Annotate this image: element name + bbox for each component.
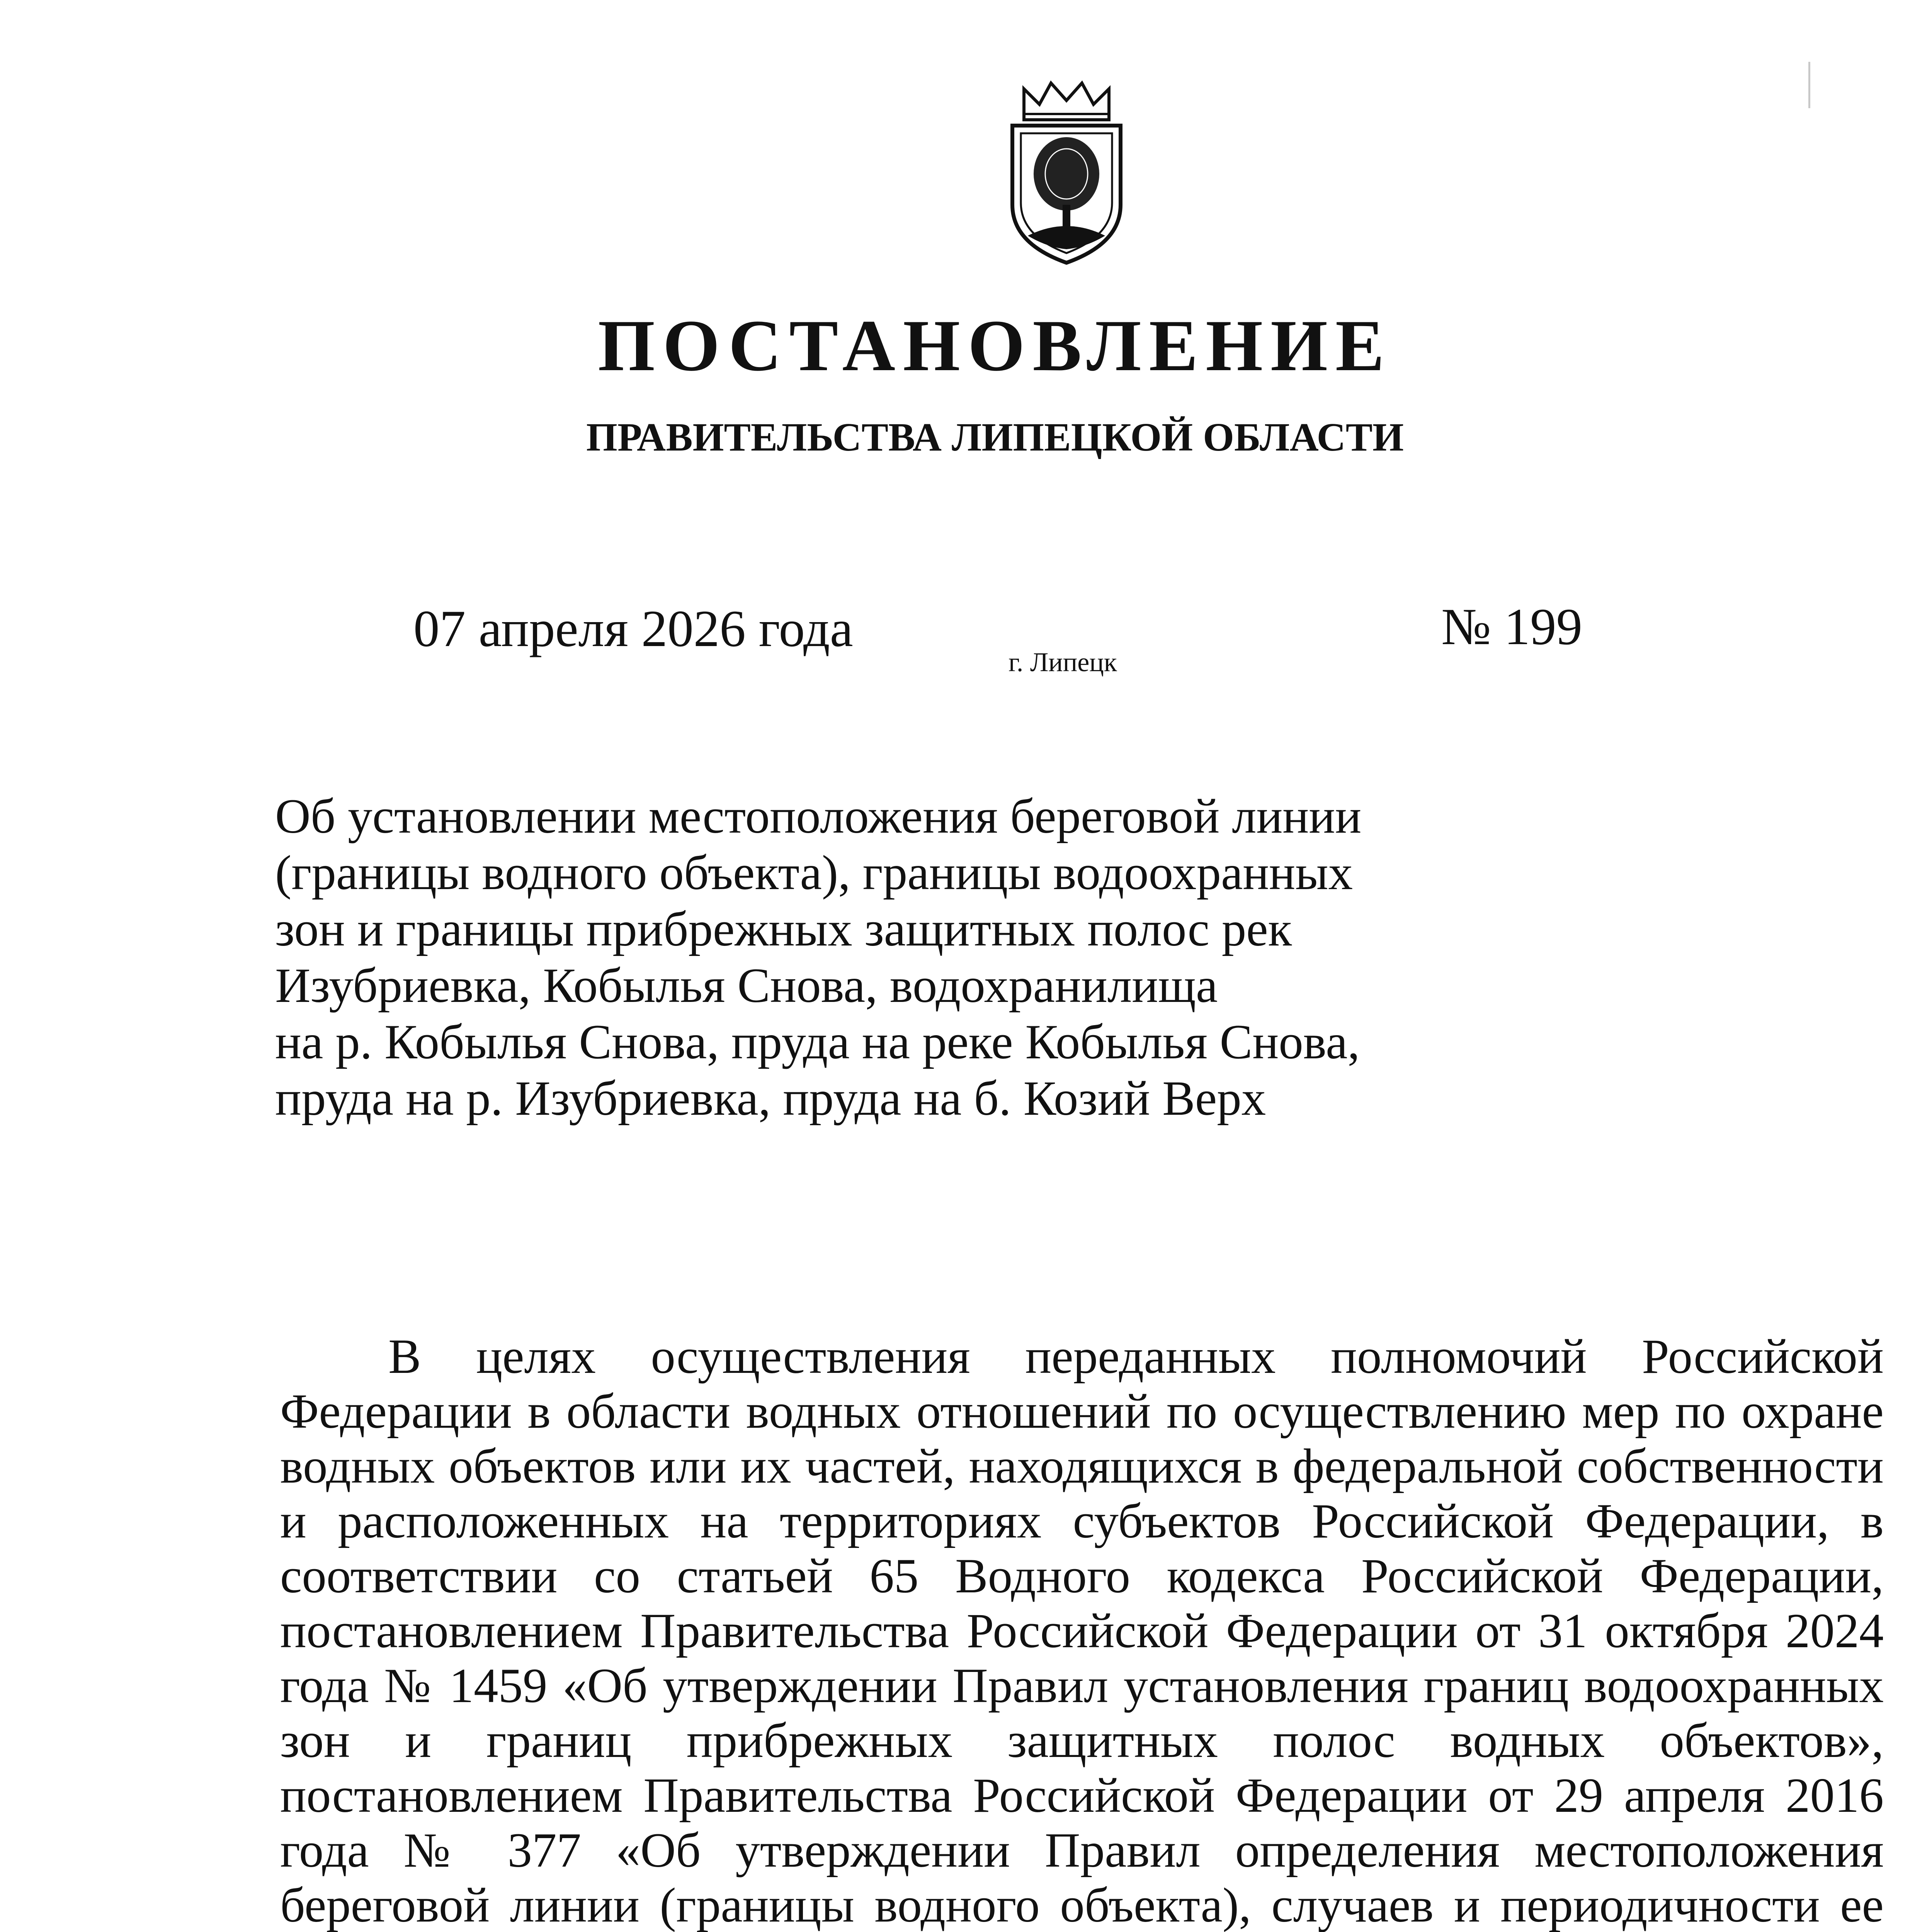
document-issuer: ПРАВИТЕЛЬСТВА ЛИПЕЦКОЙ ОБЛАСТИ (586, 415, 1404, 459)
scan-edge-mark (1808, 62, 1810, 108)
subject-line: пруда на р. Изубриевка, пруда на б. Козий Верх (275, 1071, 1266, 1126)
document-date: 07 апреля 2026 года (413, 600, 853, 658)
document-number: № 199 (1441, 598, 1583, 656)
document-body (280, 1329, 1884, 1932)
document-subject (275, 788, 1434, 1127)
preamble-paragraph: В целях осуществления переданных полномочий Российской Федерации в области водных отношений по осуществлению мер по охране водных объектов или их частей, находящихся в федеральной собственности и расположенных на территориях субъектов Российской Федерации, в соответствии со статьей 65 Водного кодекса Российской Федерации, постановлением Правительства Российской Федерации от 31 октября 2024 года № 1459 «Об утверждении Правил установления границ водоохранных зон и границ прибрежных защитных полос водных объектов», постановлением Правительства Российской Федерации от 29 апреля 2016 года № 377 «Об утверждении Правил определения местоположения береговой линии (границы водного объекта), случаев и периодичности ее (280, 1330, 1884, 1932)
subject-line: Изубриевка, Кобылья Снова, водохранилища (275, 959, 1218, 1013)
document-city: г. Липецк (1009, 648, 1117, 677)
subject-line: (границы водного объекта), границы водоохранных (275, 846, 1353, 900)
coat-of-arms-icon (997, 77, 1136, 270)
document-title: ПОСТАНОВЛЕНИЕ (598, 305, 1392, 386)
subject-line: зон и границы прибрежных защитных полос рек (275, 902, 1292, 956)
subject-line: Об установлении местоположения береговой линии (275, 789, 1362, 844)
subject-line: на р. Кобылья Снова, пруда на реке Кобылья Снова, (275, 1015, 1360, 1069)
